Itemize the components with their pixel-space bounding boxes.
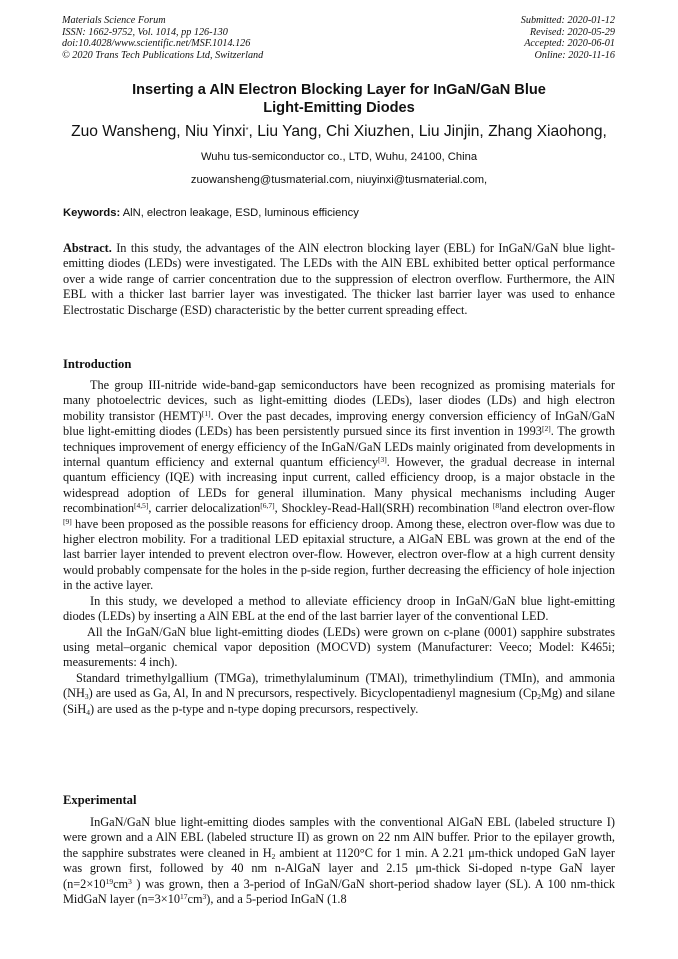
intro-paragraph-2: In this study, we developed a method to alleviate efficiency droop in InGaN/GaN blue light-emitting diodes (LEDs) by inserting a AlN EBL at the end of the last barrier layer of the conventional LED. — [63, 593, 615, 624]
intro-paragraph-4: Standard trimethylgallium (TMGa), trimethylaluminum (TMAl), trimethylindium (TMIn), and ammonia $(NH_3)$ are used as Ga, Al, In and N precursors, respectively. Bicyclopentadienyl magnesium $(Cp_2Mg)$ and silane (SiH$_4$) are used as the p-type and n-type doping precursors, respectively. — [63, 670, 615, 717]
citation: [9] — [63, 516, 72, 526]
title-line-1: Inserting a AlN Electron Blocking Layer for InGaN/GaN Blue — [132, 82, 546, 98]
abstract — [63, 241, 615, 318]
author-1: Zuo Wansheng, — [71, 123, 185, 140]
citation: [6,7] — [260, 501, 275, 511]
submitted-date: Submitted: 2020-01-12 — [520, 15, 615, 26]
title-line-2: Light-Emitting Diodes — [263, 100, 415, 116]
citation: [8] — [492, 501, 502, 511]
introduction-body — [63, 378, 615, 717]
keywords-label: Keywords: — [63, 207, 121, 219]
issn-line: ISSN: 1662-9752, Vol. 1014, pp 126-130 — [62, 26, 228, 38]
experimental-body — [63, 815, 615, 907]
journal-header-right — [521, 15, 615, 61]
author-rest: , Liu Yang, Chi Xiuzhen, Liu Jinjin, Zhang Xiaohong, — [248, 123, 607, 140]
corresponding-author-mark: * — [245, 125, 249, 134]
citation: [4,5] — [134, 501, 149, 511]
revised-date: Revised: 2020-05-29 — [529, 26, 615, 38]
citation: [2] — [541, 424, 551, 434]
author-emails: zuowansheng@tusmaterial.com, niuyinxi@tusmaterial.com, — [190, 174, 488, 186]
affiliation: Wuhu tus-semiconductor co., LTD, Wuhu, 24100, China — [200, 151, 478, 163]
journal-name: Materials Science Forum — [62, 15, 166, 26]
online-date: Online: 2020-11-16 — [534, 49, 615, 61]
introduction-heading: Introduction — [63, 357, 132, 371]
keywords — [63, 206, 618, 220]
accepted-date: Accepted: 2020-06-01 — [524, 38, 615, 50]
citation: [3] — [378, 455, 387, 465]
abstract-text: In this study, the advantages of the AlN electron blocking layer (EBL) for InGaN/GaN blue light-emitting diodes (LEDs) were investigated. The LEDs with the AlN EBL exhibited better optical performance over a wide range of carrier concentration due to the suppression of electron overflow. Furthermore, the AlN EBL with a thicker last barrier layer was investigated. The thicker last barrier layer was used to enhance Electrostatic Discharge (ESD) characteristic by the better current spreading effect. — [63, 241, 615, 317]
author-list — [40, 122, 638, 142]
copyright-line: © 2020 Trans Tech Publications Ltd, Switzerland — [62, 49, 264, 61]
author-2: Niu Yinxi — [184, 123, 246, 140]
citation: [1] — [201, 408, 211, 418]
experimental-heading: Experimental — [63, 793, 137, 807]
intro-paragraph-1: The group III-nitride wide-band-gap semiconductors have been recognized as promising materials for many photoelectric devices, such as light-emitting diodes (LEDs), laser diodes (LDs) and high electron mobility transistor (HEMT)[1]. Over the past decades, improving energy conversion efficiency of InGaN/GaN blue light-emitting diodes (LEDs) has been persistently pursued since its first invention in 1993[2]. The growth techniques improvement of energy efficiency of the InGaN/GaN LEDs mainly originated from developments in internal quantum efficiency and external quantum efficiency[3]. However, the gradual decrease in internal quantum efficiency (IQE) with increasing input current, called efficiency droop, is a major obstacle in the widespread adoption of LEDs for general illumination. Many physical mechanisms including Auger recombination[4,5], carrier delocalization[6,7], Shockley-Read-Hall(SRH) recombination [8]and electron over-flow [9] have been proposed as the possible reasons for efficiency droop. Among these, electron over-flow was due to higher electron mobility. For a traditional LED epitaxial structure, a AlGaN EBL was grown at the end of the last barrier layer intended to prevent electron over-flow. However, electron over-flow at a high current density would probably compensate for the holes in the p-side region, further decreasing the efficiency of hole injection in the active layer. — [63, 378, 616, 593]
doi-line: doi:10.4028/www.scientific.net/MSF.1014.126 — [62, 38, 251, 50]
experimental-paragraph-1: InGaN/GaN blue light-emitting diodes samples with the conventional AlGaN EBL (labeled structure I) were grown and a AlN EBL (labeled structure II) as grown on 22 nm AlN buffer. Prior to the epilayer growth, the sapphire substrates were cleaned in $H_2$ ambient at 1120°C for 1 min. A 2.21 μm-thick undoped GaN layer was grown first, followed by 40 nm n-AlGaN layer and 2.15 μm-thick Si-doped n-type GaN layer ($n=2\times 10^{19}cm^3$ ) was grown, then a 3-period of InGaN/GaN short-period shadow layer (SL). A 100 nm-thick MidGaN layer $(n=3\times 10^{17}cm^3)$, and a 5-period InGaN (1.8 — [63, 815, 615, 907]
intro-paragraph-3: All the InGaN/GaN blue light-emitting diodes (LEDs) were grown on c-plane (0001) sapphire substrates using metal–organic chemical vapor deposition (MOCVD) system (Manufacturer: Veeco; Model: K465i; measurements: 4 inch). — [63, 624, 615, 670]
abstract-label: Abstract. — [63, 241, 112, 255]
journal-header-left — [62, 15, 263, 61]
keywords-text: AlN, electron leakage, ESD, luminous efficiency — [120, 207, 359, 219]
paper-title — [60, 81, 618, 117]
